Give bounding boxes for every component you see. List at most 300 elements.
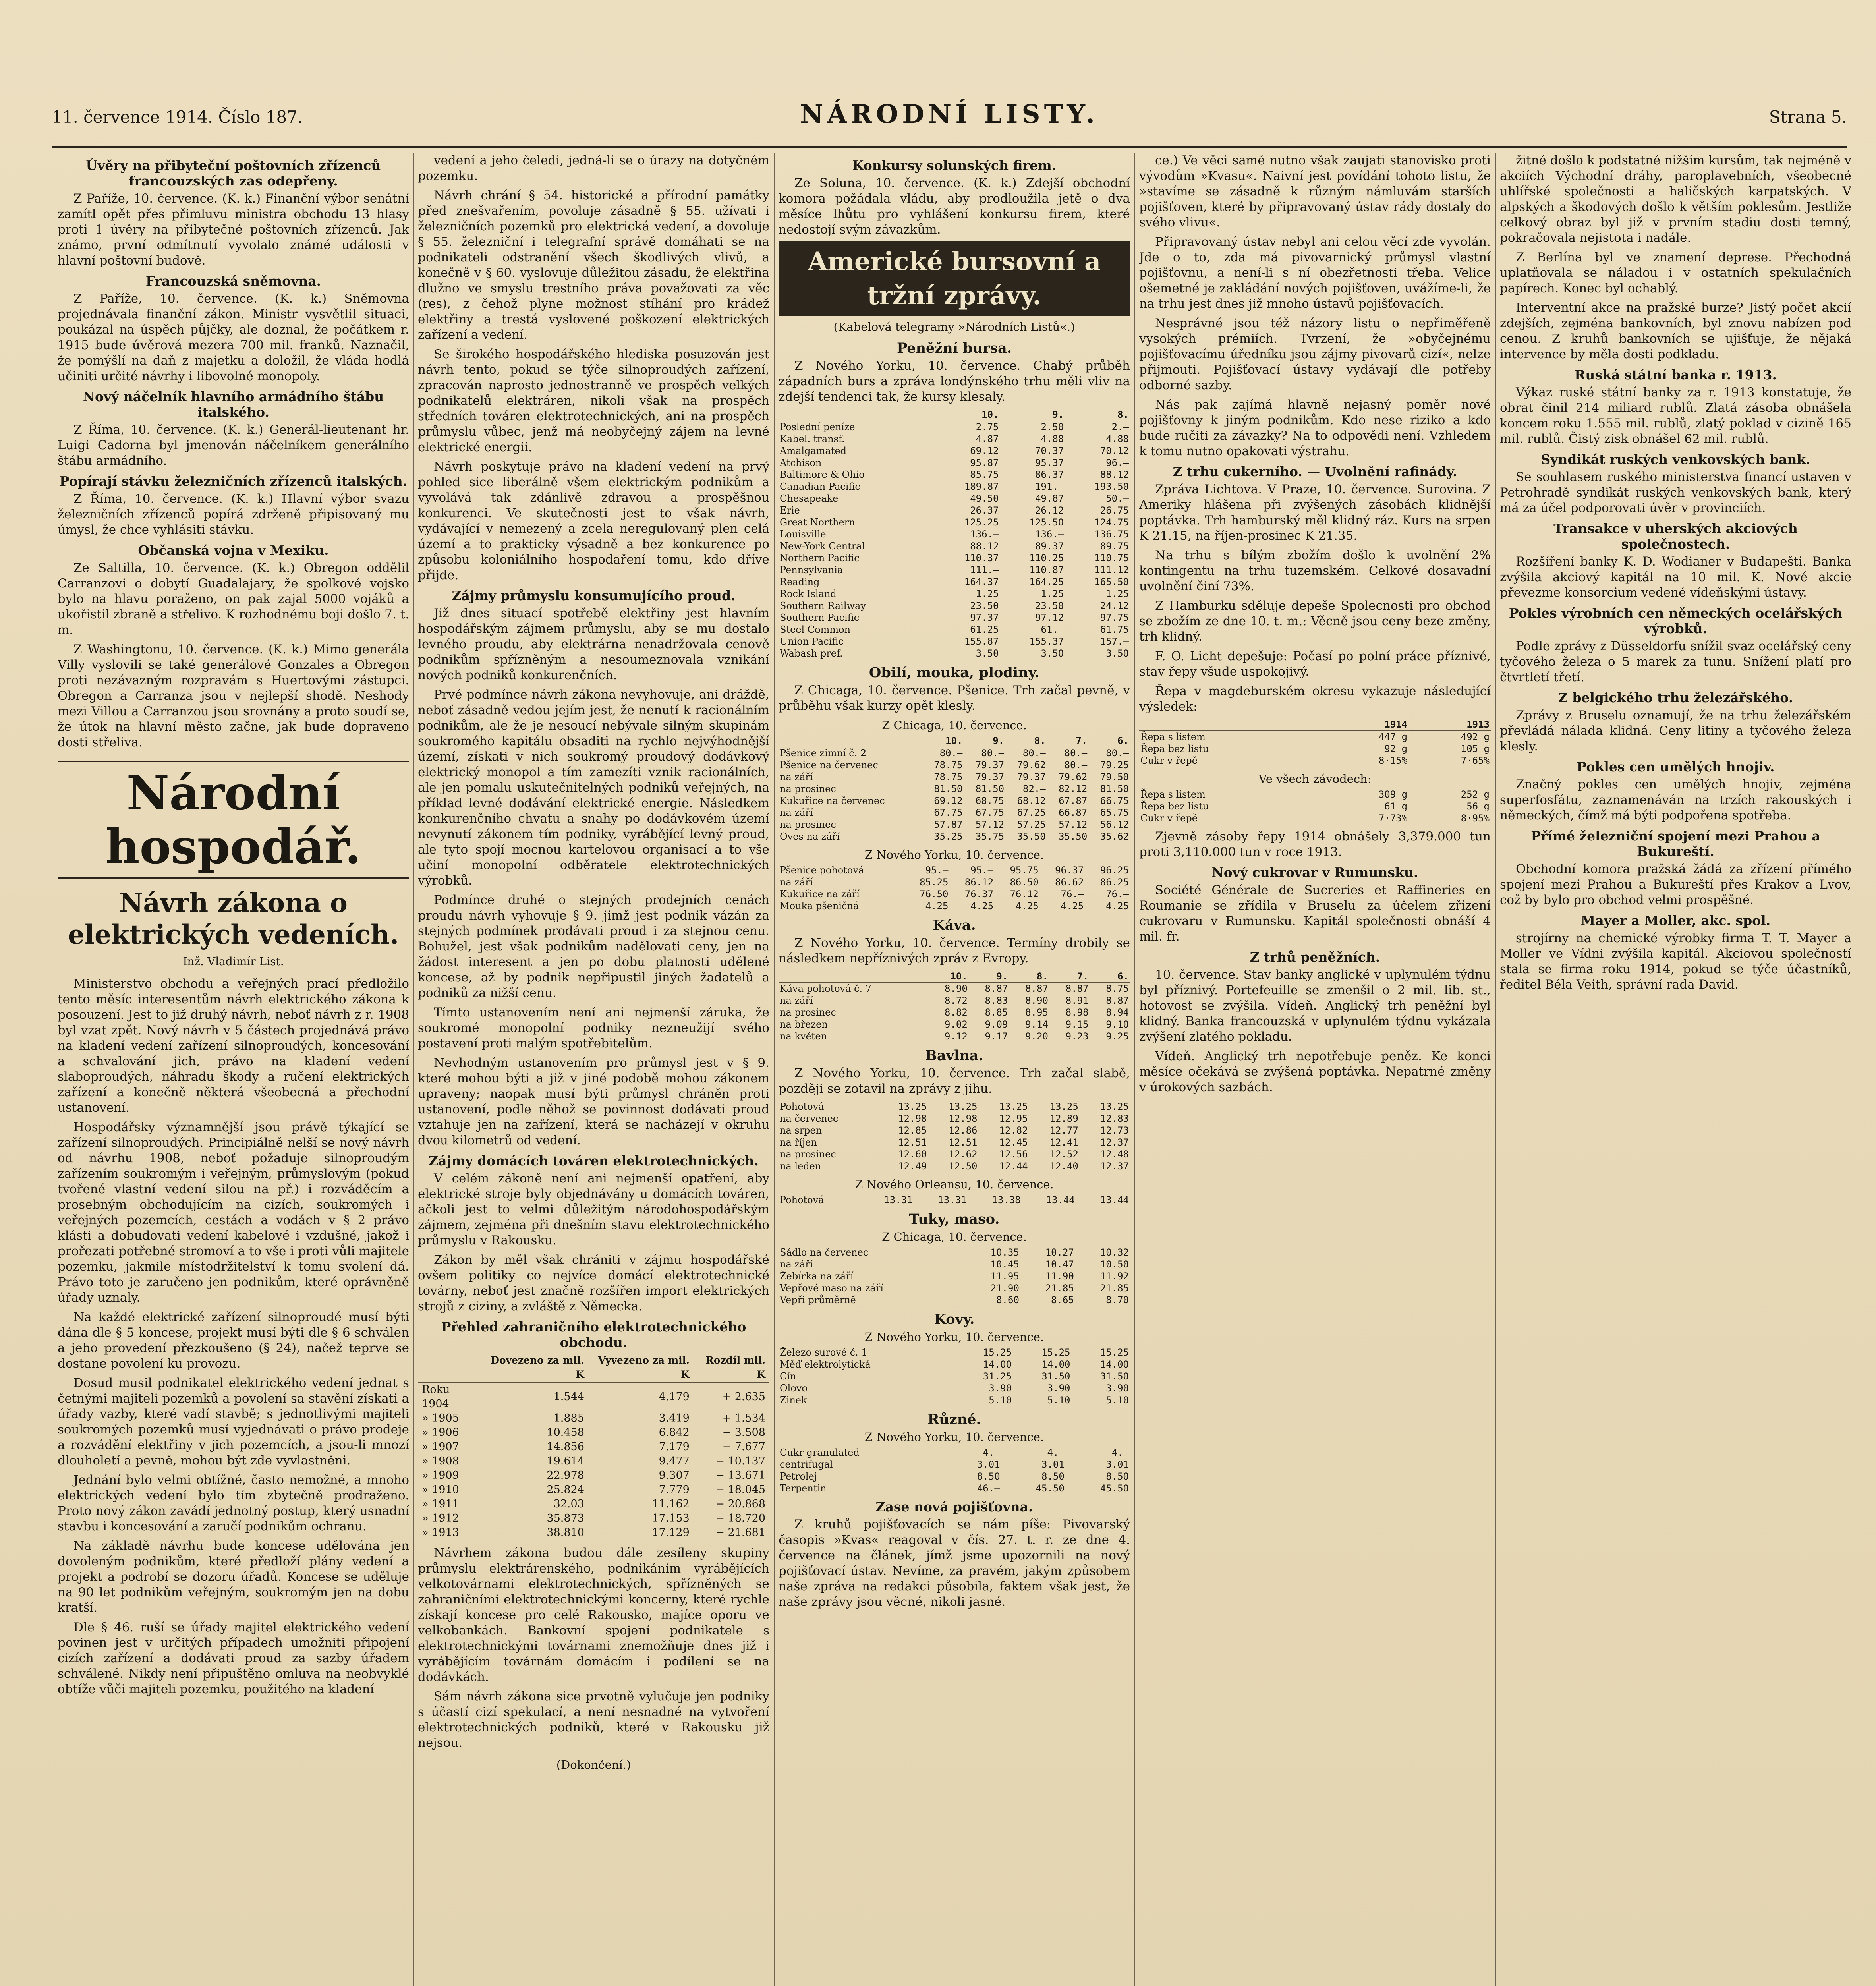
table-cell: 61.— <box>1041 624 1064 635</box>
table-cell: Vepři průměrně <box>780 1294 856 1306</box>
table-row <box>779 1101 1130 1113</box>
article-paragraph: Zákon by měl však chrániti v zájmu hospodářské ovšem politiky co nejvíce domácí elektrotechnické továrny, neboť jest značně rozšířen import elektrických strojů z ciziny, a zvláště z Německa. <box>418 1253 769 1314</box>
table-cell: 31.25 <box>983 1371 1012 1382</box>
article-paragraph: Prvé podmínce návrh zákona nevyhovuje, ani dráždě, neboť zásadně vedou jejím jest, že nenutí k racionálním podnikům, ale že je nesoucí nebývale silným skupinám soukromého kapitálu obsaditi na rychlo nejvýhodnější území, získati v nich soukromý proudový dodávkový elektrický monopol a tím zamezíti vznik racionálních, ale jen pomalu uskutečnitelných podniků veřejných, na příklad levné dodávání elektrické energie. Následkem konkurenčního chvatu a snahy po dodávkovém území nevynutí zákonem tím podniky, vyrábějící levný proud, ale tyto spojí mocnou kartelovou organisací a to vše učiní monopolní odběratele elektrotechnických výrobků. <box>418 688 769 888</box>
table-cell: 9.23 <box>1065 1031 1089 1042</box>
article-paragraph: Sám návrh zákona sice prvotně vylučuje jen podniky s účastí cizí spekulací, a není nesnadné na vytvoření elektrotechnických podniků, které v Rakousku již nejsou. <box>418 1689 769 1750</box>
table-cell: Cukr granulated <box>780 1447 860 1458</box>
table-cell: » 1906 <box>422 1426 459 1439</box>
table-cell: 8.87 <box>1025 983 1048 994</box>
article-author: Inž. Vladimír List. <box>183 955 284 968</box>
table-cell: 57.12 <box>1059 819 1088 830</box>
table-cell: Mouka pšeničná <box>780 900 859 912</box>
table-cell: 12.77 <box>1049 1125 1078 1136</box>
table-row <box>779 1358 1130 1370</box>
table-cell: 79.62 <box>1017 759 1046 771</box>
table-cell: Southern Pacific <box>780 612 860 623</box>
table-row <box>779 1246 1130 1258</box>
table-caption: Ve všech závodech: <box>1258 772 1372 786</box>
table-row <box>779 819 1130 831</box>
table-cell: 10.458 <box>547 1426 584 1439</box>
table-row <box>779 876 1130 888</box>
article-paragraph: Výkaz ruské státní banky za r. 1913 konstatuje, že obrat činil 214 miliard rublů. Zlatá zásoba obnášela koncem roku 1.555 mil. rublů, zlatý poklad v cizině 165 mil. rublů. Čistý zisk obnášel 62 mil. rublů. <box>1500 385 1851 446</box>
table-cell: Sádlo na červenec <box>780 1247 869 1258</box>
table-row <box>779 421 1130 433</box>
table-row <box>779 588 1130 600</box>
table-cell: 85.25 <box>920 877 949 888</box>
table-cell: » 1905 <box>422 1412 459 1424</box>
table-cell: 11.90 <box>1045 1271 1074 1282</box>
article-paragraph: Nesprávné jsou též názory listu o nepřiměřeně vysokých prémiích. Tvrzení, že »obyčejnému pojišťovacímu úředníku jsou zájmy pivovarů cizí«, nelze přijmouti. Pojišťovací ústavy vydávají dle potřeby odborné sazby. <box>1139 316 1491 392</box>
table-row <box>779 469 1130 481</box>
table-row <box>779 1347 1130 1358</box>
table-cell: 12.62 <box>949 1149 978 1160</box>
article-title: Návrh zákona o elektrických vedeních. <box>68 887 399 950</box>
table-cell: 14.00 <box>983 1359 1012 1370</box>
table-cell: 95.37 <box>1035 457 1064 468</box>
table-cell: 2.— <box>1111 421 1129 433</box>
column-rule <box>413 153 414 1986</box>
column-3 <box>779 153 1130 1986</box>
headline: Z belgického trhu železářského. <box>1558 690 1793 705</box>
banner-subtitle: (Kabelová telegramy »Národních Listů«.) <box>833 320 1075 334</box>
table-cell: − 20.868 <box>715 1498 765 1510</box>
table-cell: 12.89 <box>1049 1113 1078 1124</box>
column-header: 7. <box>1047 735 1089 747</box>
column-header: 1913 <box>1408 719 1491 731</box>
table-cell: 86.12 <box>964 877 994 888</box>
table-cell: 76.— <box>1061 889 1084 900</box>
table-cell: 97.37 <box>970 612 999 623</box>
table-cell: 11.92 <box>1100 1271 1129 1282</box>
table-row <box>1139 788 1491 800</box>
table-cell: Cín <box>780 1371 796 1382</box>
table-cell: 76.50 <box>920 889 949 900</box>
table-row <box>779 1018 1130 1030</box>
table-cell: 22.978 <box>547 1469 584 1482</box>
table-cell: 95.87 <box>970 457 999 468</box>
table-cell: » 1907 <box>422 1441 459 1453</box>
table-cell: Rock Island <box>780 588 837 599</box>
column-header: Vyvezeno za mil. K <box>588 1353 694 1382</box>
table-cell: 125.25 <box>964 517 999 528</box>
table-cell: 10.47 <box>1045 1259 1074 1270</box>
table-cell: 12.51 <box>898 1137 927 1148</box>
table-cell: 12.73 <box>1100 1125 1129 1136</box>
table-cell: 4.25 <box>1061 900 1084 912</box>
table-header-row <box>779 409 1130 421</box>
table-cell: 19.614 <box>547 1455 584 1467</box>
table-cell: 67.87 <box>1059 795 1088 806</box>
article-paragraph: Z kruhů pojišťovacích se nám píše: Pivovarský časopis »Kvas« reagoval v čís. 27. t. r. ze dne 4. července na článek, jímž jsme upozornili na nový pojišťovací ústav. Nevíme, za pravém, jakým způsobem naše zpráva na redakci působila, faktem však jest, že naše zprávy jsou věcné, nikoli jasné. <box>779 1517 1130 1609</box>
table-cell: 61.75 <box>1100 624 1129 635</box>
grain-table <box>779 735 1130 842</box>
table-row <box>779 1394 1130 1406</box>
headline: Bavlna. <box>925 1047 983 1064</box>
stocks-table <box>779 409 1130 659</box>
article-paragraph: vedení a jeho čeledi, jedná-li se o úrazy na dotyčném pozemku. <box>418 153 769 183</box>
table-cell: 189.87 <box>964 481 999 492</box>
article-paragraph: Návrhem zákona budou dále zesíleny skupiny průmyslu elektrárenského, podnikáním vyrábějících velkotovárnami elektrotechnických, spřízněných se zahraničními elektrotechnickými koncerny, které rychle získají koncese pro celé Rakousko, majíce oporu ve velkobankách. Bankovní spojení podnikatele s elektrotechnickými továrnami znemožňuje dnes již i vyrábějícím továrnám domácím i podílení se na dodávkách. <box>418 1546 769 1684</box>
table-cell: 49.50 <box>970 493 999 504</box>
table-cell: 110.25 <box>1029 553 1064 564</box>
header-rule <box>52 146 1847 148</box>
table-row <box>779 1030 1130 1042</box>
column-header: 1914 <box>1326 719 1408 731</box>
table-cell: na prosinec <box>780 1007 836 1018</box>
table-cell: 5.10 <box>1047 1395 1070 1406</box>
table-cell: 7.779 <box>659 1484 690 1496</box>
article-paragraph: Z Nového Yorku, 10. července. Trh začal slabě, později se zotavil na zprávy z jihu. <box>779 1066 1130 1096</box>
article-paragraph: Société Générale de Sucreries et Raffineries en Roumanie se zřídila v Bruselu za účelem zřízení cukrovaru v Rumunsku. Kapitál společnosti obnáší 4 mil. fr. <box>1139 883 1491 944</box>
article-paragraph: Ministerstvo obchodu a veřejných prací předložilo tento měsíc interesentům návrh elektrického zákona k posouzení. Jest to již druhý návrh, neboť návrh z r. 1908 byl vzat zpět. Nový návrh v 5 částech projednává právo na kladení vedení zařízení silnoproudých, koncesování a schvalování jich, právo na kladení vedení slaboproudých, náhradu škody a ručení elektrických zařízení a konečně některá všeobecná a přechodní ustanovení. <box>58 977 409 1115</box>
table-cell: 13.44 <box>1100 1194 1129 1206</box>
table-cell: 82.— <box>1022 783 1046 794</box>
table-cell: 12.98 <box>898 1113 927 1124</box>
table-cell: 13.31 <box>938 1194 967 1206</box>
column-header: 9. <box>969 970 1009 983</box>
table-cell: 38.810 <box>547 1526 584 1539</box>
table-cell: 8.95 <box>1025 1007 1048 1018</box>
column-header <box>1139 719 1326 731</box>
table-cell: 23.50 <box>970 600 999 611</box>
table-cell: 79.25 <box>1100 759 1129 771</box>
table-cell: 80.— <box>1106 748 1129 759</box>
table-row <box>779 771 1130 783</box>
table-cell: 12.44 <box>999 1161 1028 1172</box>
article-paragraph: Hospodářsky významnější jsou právě týkající se zařízení silnoproudých. Principiálně nelší se nový návrh od návrhu 1908, neboť požaduje silnoproudým zařízením soukromým i veřejným, průmyslovým (pokud tvořené vlastní vedení silou na př.) i rozváděcím a prosebným obchodujícím na cizích, soukromých i veřejných pozemcích, cestách a vodách v § 2 právo klásti a dobudovati vedení kabelové i vzdušné, jakož i prořezati potřebné stromoví a to vše i proti vůli majitele pozemku, jakmile místodržitelství k tomu svolení dá. Právo toto je zaručeno jen podnikům, které oprávněně úřady uznaly. <box>58 1120 409 1305</box>
table-cell: 3.90 <box>1106 1383 1129 1394</box>
article-paragraph: Z Říma, 10. července. (K. k.) Generál-lieutenant hr. Luigi Cadorna byl jmenován náčelníkem generálního štábu armádního. <box>58 423 409 468</box>
table-cell: 66.87 <box>1059 807 1088 818</box>
table-row <box>779 1282 1130 1294</box>
issue-date: 11. července 1914. Číslo 187. <box>52 107 303 127</box>
table-cell: 8.60 <box>996 1294 1019 1306</box>
headline: Nový náčelník hlavního armádního štábu italského. <box>83 389 384 420</box>
table-cell: 136.— <box>1035 529 1064 540</box>
column-header: 9. <box>964 735 1005 747</box>
headline: Mayer a Moller, akc. spol. <box>1580 913 1771 928</box>
table-cell: 31.50 <box>1100 1371 1129 1382</box>
table-cell: 81.50 <box>1100 783 1129 794</box>
table-cell: 9.25 <box>1106 1031 1129 1042</box>
table-cell: Atchison <box>780 457 822 468</box>
table-row <box>779 1148 1130 1160</box>
cotton-table <box>779 1101 1130 1172</box>
headline: Občanská vojna v Mexiku. <box>138 543 329 558</box>
table-cell: 110.87 <box>1029 564 1064 576</box>
beet-all-table <box>1139 788 1491 824</box>
table-row <box>418 1511 769 1526</box>
masthead: NÁRODNÍ LISTY. <box>800 99 1099 129</box>
table-cell: 8.94 <box>1106 1007 1129 1018</box>
table-row <box>418 1483 769 1497</box>
headline: Z trhu cukerního. — Uvolnění rafinády. <box>1173 464 1457 479</box>
table-cell: 191.— <box>1035 481 1064 492</box>
table-row <box>779 888 1130 900</box>
table-row <box>779 1470 1130 1482</box>
table-cell: 79.37 <box>975 771 1005 782</box>
table-cell: 66.75 <box>1100 795 1129 806</box>
table-cell: » 1911 <box>422 1498 459 1510</box>
table-cell: 7·73% <box>1378 813 1408 824</box>
table-cell: 12.82 <box>999 1125 1028 1136</box>
headline: Francouzská sněmovna. <box>145 273 321 289</box>
table-cell: 9.17 <box>985 1031 1008 1042</box>
table-cell: 157.— <box>1100 636 1129 647</box>
table-cell: na září <box>780 1259 813 1270</box>
table-cell: Řepa bez listu <box>1140 801 1209 812</box>
table-cell: 12.48 <box>1100 1149 1129 1160</box>
table-cell: 14.00 <box>1041 1359 1070 1370</box>
coffee-table <box>779 970 1130 1042</box>
article-paragraph: Se souhlasem ruského ministerstva financí ustaven v Petrohradě syndikát ruských venkovských bank, který má za účel podporovati úvěr v provinciích. <box>1500 470 1851 515</box>
article-paragraph: Z Washingtonu, 10. července. (K. k.) Mimo generála Villy vyslovili se také generálové Gonzales a Obregon proti nezávazným rozpravám s Huertovými zástupci. Obregon a Carranza jsou v nejlepší shodě. Neshody mezi Villou a Carranzou jsou srovnány a proto soudí se, že útok na hlavní město začne, jak bude dopraveno dosti střeliva. <box>58 642 409 750</box>
table-cell: 57.87 <box>934 819 963 830</box>
article-paragraph: Z Nového Yorku, 10. července. Termíny drobily se následkem nepříznivých zpráv z Evropy. <box>779 936 1130 966</box>
article-paragraph: Zprávy z Bruselu oznamují, že na trhu železářském převládá nálada klidná. Ceny litiny a tyčového železa klesly. <box>1500 708 1851 753</box>
table-row <box>418 1411 769 1426</box>
article-paragraph: Ze Soluna, 10. července. (K. k.) Zdejší obchodní komora požádala vládu, aby prodloužila jetě o dva měsíce lhůtu pro vyhlášení konkursu firem, které nedostojí svým závazkům. <box>779 176 1130 237</box>
table-header-row <box>1139 719 1491 731</box>
table-cell: 12.52 <box>1049 1149 1078 1160</box>
table-cell: 13.25 <box>1049 1101 1078 1112</box>
table-cell: 1.25 <box>976 588 999 599</box>
article-paragraph: Připravovaný ústav nebyl ani celou věcí zde vyvolán. Jde o to, zda má pivovarnický průmysl vlastní pojišťovnu, a není-li s ní obezřetnosti třeba. Velice ošemetné je zakládání nových pojišťoven, uvážíme-li, že na trhu jest dnes již mnoho ústavů pojišťovacích. <box>1139 235 1491 311</box>
table-cell: 124.75 <box>1094 517 1129 528</box>
table-cell: Pšenice zimní č. 2 <box>780 748 867 759</box>
table-cell: Kabel. transf. <box>780 433 845 444</box>
table-cell: 45.50 <box>1036 1483 1065 1494</box>
headline: Konkursy solunských firem. <box>852 158 1057 173</box>
table-cell: 9.14 <box>1025 1019 1048 1030</box>
table-cell: Pennsylvania <box>780 564 843 576</box>
table-cell: » 1909 <box>422 1469 459 1482</box>
table-cell: 10.32 <box>1100 1247 1129 1258</box>
metals-table <box>779 1347 1130 1406</box>
table-cell: 79.50 <box>1100 771 1129 782</box>
table-cell: 69.12 <box>934 795 963 806</box>
section-title: Národní hospodář. <box>58 761 409 879</box>
table-cell: 67.25 <box>1017 807 1046 818</box>
table-cell: 79.62 <box>1059 771 1088 782</box>
table-cell: 12.85 <box>898 1125 927 1136</box>
table-cell: Měď elektrolytická <box>780 1359 871 1370</box>
article-paragraph: Ze Saltilla, 10. července. (K. k.) Obregon oddělil Carranzovi o dobytí Guadalajary, že spolkové vojsko bylo na hlavu poraženo, on pak zajal 5000 vojáků a ukořistil zbraně a střelivo. K rozhodnému boji došlo 7. t. m. <box>58 561 409 637</box>
table-cell: 56.12 <box>1100 819 1129 830</box>
grain-ny-table <box>779 864 1130 912</box>
column-header: 10. <box>935 409 1000 421</box>
table-cell: 76.— <box>1106 889 1129 900</box>
table-cell: 111.12 <box>1094 564 1129 576</box>
table-cell: 24.12 <box>1100 600 1129 611</box>
table-cell: 68.75 <box>975 795 1005 806</box>
table-cell: 35.50 <box>1017 831 1046 842</box>
table-cell: 4.25 <box>1106 900 1129 912</box>
table-cell: 9.12 <box>945 1031 968 1042</box>
table-cell: + 1.534 <box>722 1412 765 1424</box>
page-number: Strana 5. <box>1769 107 1847 127</box>
table-cell: 78.75 <box>934 771 963 782</box>
table-cell: − 10.137 <box>715 1455 765 1467</box>
table-cell: 78.75 <box>934 759 963 771</box>
table-row <box>779 1113 1130 1124</box>
table-cell: 164.37 <box>964 576 999 587</box>
table-cell: 8.75 <box>1106 983 1129 994</box>
table-cell: 2.75 <box>976 421 999 433</box>
table-cell: 85.75 <box>970 469 999 480</box>
headline: Různé. <box>927 1411 981 1428</box>
table-row <box>779 807 1130 819</box>
continuation-note: (Dokončení.) <box>556 1758 631 1772</box>
column-header: 6. <box>1090 970 1130 983</box>
table-row <box>1139 755 1491 767</box>
table-cell: Northern Pacific <box>780 553 860 564</box>
table-row <box>779 1160 1130 1172</box>
table-row <box>418 1440 769 1454</box>
table-cell: 8.87 <box>1106 995 1129 1006</box>
table-cell: 57.25 <box>1017 819 1046 830</box>
table-cell: 8.50 <box>1106 1471 1129 1482</box>
table-cell: na květen <box>780 1031 827 1042</box>
table-cell: Steel Common <box>780 624 851 635</box>
table-cell: 13.44 <box>1046 1194 1075 1206</box>
article-paragraph: Podle zprávy z Düsseldorfu snížil svaz ocelářský ceny tyčového železa o 5 marek za tunu. Snížení platí pro čtvrtletí třetí. <box>1500 639 1851 684</box>
table-row <box>1139 731 1491 743</box>
table-cell: 35.873 <box>547 1512 584 1524</box>
table-cell: 67.75 <box>975 807 1005 818</box>
article-paragraph: Nás pak zajímá hlavně nejasný poměr nové pojišťovny k jiným podnikům. Kdo nese riziko a kdo bude ručiti za závazky? Na to odpovědi není. Vzhledem k tomu nutno opakovati výstrahu. <box>1139 398 1491 458</box>
headline: Zase nová pojišťovna. <box>875 1499 1033 1515</box>
table-cell: 49.87 <box>1035 493 1064 504</box>
table-cell: 80.— <box>981 748 1005 759</box>
table-cell: 110.75 <box>1094 553 1129 564</box>
headline: Zájmy průmyslu konsumujícího proud. <box>452 588 736 603</box>
table-cell: 15.25 <box>1100 1347 1129 1358</box>
headline: Popírají stávku železničních zřízenců italských. <box>59 473 408 489</box>
table-cell: Baltimore & Ohio <box>780 469 865 480</box>
table-row <box>779 1258 1130 1270</box>
table-row <box>418 1468 769 1483</box>
article-paragraph: Z Hamburku sděluje depeše Spolecnosti pro obchod se zbožím ze dne 10. t. m.: Věcně jsou ceny beze změny, trh klidný. <box>1139 599 1491 644</box>
table-row <box>779 636 1130 647</box>
table-cell: 13.25 <box>1100 1101 1129 1112</box>
table-row <box>418 1382 769 1411</box>
table-cell: na říjen <box>780 1137 817 1148</box>
table-cell: 4.88 <box>1041 433 1064 444</box>
table-cell: 26.12 <box>1035 505 1064 516</box>
table-cell: 136.— <box>970 529 999 540</box>
table-cell: 12.45 <box>999 1137 1028 1148</box>
table-cell: 46.— <box>977 1483 1000 1494</box>
table-cell: 4.87 <box>976 433 999 444</box>
table-cell: 57.12 <box>975 819 1005 830</box>
table-cell: 13.31 <box>884 1194 913 1206</box>
table-row <box>779 493 1130 504</box>
table-header-row <box>418 1353 769 1382</box>
table-row <box>779 612 1130 624</box>
table-cell: 65.75 <box>1100 807 1129 818</box>
article-paragraph: Rozšíření banky K. D. Wodianer v Budapešti. Banka zvýšila akciový kapitál na 10 mil. K. Nové akcie převezme konsorcium vedené vídeňskými ústavy. <box>1500 554 1851 600</box>
table-cell: Železo surové č. 1 <box>780 1347 867 1358</box>
beet-table <box>1139 719 1491 767</box>
table-row <box>779 445 1130 457</box>
article-paragraph: Tímto ustanovením není ani nejmenší záruka, že soukromé monopolní podniky nezneužijí svého postavení proti malým spotřebitelům. <box>418 1005 769 1051</box>
table-cell: 155.87 <box>964 636 999 647</box>
table-cell: 32.03 <box>553 1498 584 1510</box>
table-row <box>779 831 1130 842</box>
table-cell: − 7.677 <box>722 1441 765 1453</box>
table-cell: 21.90 <box>990 1283 1019 1294</box>
table-cell: Pšenice pohotová <box>780 865 864 876</box>
table-cell: 26.37 <box>970 505 999 516</box>
table-cell: 1.25 <box>1041 588 1064 599</box>
table-cell: 79.37 <box>975 759 1005 771</box>
table-cell: 3.90 <box>989 1383 1012 1394</box>
table-cell: na leden <box>780 1161 821 1172</box>
table-cell: centrifugal <box>780 1459 833 1470</box>
table-cell: » 1910 <box>422 1484 459 1496</box>
headline: Nový cukrovar v Rumunsku. <box>1211 865 1418 880</box>
table-row <box>1139 812 1491 824</box>
table-row <box>779 528 1130 540</box>
table-cell: Terpentin <box>780 1483 827 1494</box>
article-paragraph: Na základě návrhu bude koncese udělována jen dovoleným podnikům, které předloží plány vedení a projekt a podrobí se dozoru úřadů. Koncese se uděluje na 90 let podnikům veřejným, soukromým jen na dobu kratší. <box>58 1539 409 1615</box>
table-cell: 8.98 <box>1065 1007 1089 1018</box>
table-cell: Louisville <box>780 529 826 540</box>
table-cell: 80.— <box>939 748 963 759</box>
table-cell: 95.— <box>970 865 994 876</box>
table-cell: » 1913 <box>422 1526 459 1539</box>
table-cell: 35.62 <box>1100 831 1129 842</box>
table-row <box>779 624 1130 636</box>
table-cell: − 13.671 <box>715 1469 765 1482</box>
table-cell: 12.51 <box>949 1137 978 1148</box>
table-cell: 12.98 <box>949 1113 978 1124</box>
table-cell: 12.40 <box>1049 1161 1078 1172</box>
table-row <box>779 576 1130 588</box>
table-cell: − 21.681 <box>715 1526 765 1539</box>
table-cell: 81.50 <box>975 783 1005 794</box>
table-cell: Kukuřice na červenec <box>780 795 885 806</box>
table-cell: 8.82 <box>945 1007 968 1018</box>
article-paragraph: Z Říma, 10. července. (K. k.) Hlavní výbor svazu železničních zřízenců popírá zdrženě připisovaný mu úmysl, že chce vyhlásiti stávku. <box>58 492 409 537</box>
article-paragraph: Návrh poskytuje právo na kladení vedení na prvý pohled sice liberálně všem elektrickým podnikům a vyvolává tak zdánlivě zdravou a prospěšnou konkurenci. Ve skutečnosti jest to však návrh, vydávající v nemezený a zcela neregulovaný plen celá území a to prakticky výsadně a bez konkurence po způsobu koloniálního hospodaření tomu, kdo dříve přijde. <box>418 460 769 582</box>
headline: Ruská státní banka r. 1913. <box>1574 367 1777 383</box>
table-cell: na prosinec <box>780 783 836 794</box>
table-row <box>779 1447 1130 1459</box>
table-cell: 3.01 <box>977 1459 1000 1470</box>
table-cell: 13.25 <box>999 1101 1028 1112</box>
column-header: 7. <box>1049 970 1090 983</box>
table-cell: Poslední peníze <box>780 421 855 433</box>
table-cell: 13.25 <box>949 1101 978 1112</box>
table-cell: 165.50 <box>1094 576 1129 587</box>
table-cell: 97.75 <box>1100 612 1129 623</box>
table-cell: Pohotová <box>780 1194 824 1206</box>
table-row <box>779 504 1130 516</box>
table-cell: 12.37 <box>1100 1161 1129 1172</box>
table-cell: 193.50 <box>1094 481 1129 492</box>
table-cell: 79.37 <box>1017 771 1046 782</box>
table-cell: + 2.635 <box>722 1391 765 1403</box>
table-cell: Great Northern <box>780 517 855 528</box>
article-paragraph: strojírny na chemické výrobky firma T. T. Mayer a Moller ve Vídni zvýšila kapitál. Akciovou společností stala se firma roku 1914, pokud se týče účastníků, ředitel Béla Veith, správní rada David. <box>1500 931 1851 992</box>
table-cell: Chesapeake <box>780 493 839 504</box>
article-paragraph: Řepa v magdeburském okresu vykazuje následující výsledek: <box>1139 684 1491 714</box>
table-row <box>779 552 1130 564</box>
headline: Pokles výrobních cen německých ocelářských výrobků. <box>1509 605 1843 636</box>
